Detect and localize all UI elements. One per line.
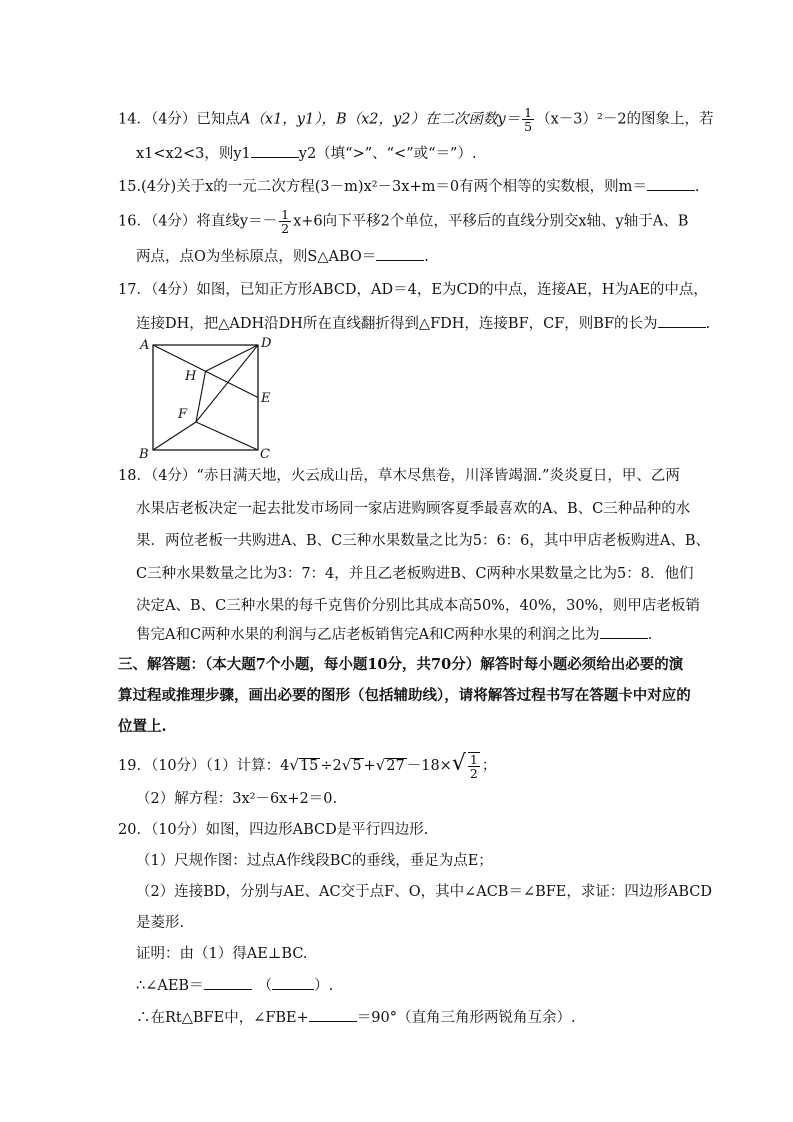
q16-pre: 16．（4分）将直线y＝－	[118, 213, 278, 230]
q20-line6-post: ）.	[314, 978, 334, 994]
q20-line6-mid: （	[257, 978, 273, 994]
q20-line6-pre: ∴∠AEB＝	[136, 978, 204, 994]
segment-dh	[206, 345, 259, 371]
q15-end: .	[694, 179, 700, 195]
q14-suffix: （x－3）²－2的图象上，若	[536, 111, 714, 128]
label-e: E	[261, 391, 271, 406]
q15-text: 15.(4分)关于x的一元二次方程(3－m)x²－3x+m＝0有两个相等的实数根，则m＝	[118, 179, 647, 195]
q20-line2: （1）尺规作图：过点A作线段BC的垂线，垂足为点E；	[136, 853, 493, 869]
label-a: A	[140, 338, 150, 353]
q20-blank-reason[interactable]	[272, 975, 314, 990]
q20-line1: 20．（10分）如图，四边形ABCD是平行四边形.	[118, 822, 429, 838]
section3-heading-line2: 算过程或推理步骤，画出必要的图形（包括辅助线），请将解答过程书写在答题卡中对应的	[118, 687, 691, 704]
q18-line1: 18．（4分）“赤日满天地，火云成山岳，草木尽焦卷，川泽皆竭涸.”炎炎夏日，甲、乙两	[118, 468, 680, 484]
q19-pre: 19．（10分）（1）计算：4	[118, 758, 290, 774]
q15-answer-blank[interactable]	[647, 176, 695, 191]
q20-line4: 是菱形.	[136, 915, 185, 931]
q18-line3: 果．两位老板一共购进A、B、C三种水果数量之比为5：6：6，其中甲店老板购进A、B、	[136, 533, 711, 549]
q14-points: A（x1，y1），B（x2，y2）在二次函数	[239, 111, 498, 128]
q18-line2: 水果店老板决定一起去批发市场同一家店进购顾客夏季最喜欢的A、B、C三种品种的水	[136, 501, 691, 517]
q17-answer-blank[interactable]	[658, 313, 706, 328]
segment-bf	[153, 422, 196, 450]
q18-line5: 决定A、B、C三种水果的每千克售价分别比其成本高50%，40%，30%，则甲店老板销	[136, 598, 700, 614]
label-f: F	[178, 407, 188, 422]
sqrt-sign-icon: √	[451, 751, 466, 776]
q19-radicand-3: 27	[386, 758, 405, 774]
q19-line1	[118, 752, 496, 780]
q16-frac-num: 1	[281, 207, 290, 222]
q20-line7	[136, 1007, 576, 1028]
q16-line2-pre: 两点，点O为坐标原点，则S△ABO＝	[136, 249, 377, 265]
sqrt-sign-icon: √	[341, 756, 352, 774]
q19-frac-den: 2	[469, 766, 478, 781]
q14-line2-post: y2（填“>”、“<”或“＝”）.	[298, 146, 477, 162]
q17-end: .	[705, 316, 711, 332]
q18-line4: C三种水果数量之比为3：7：4，并且乙老板购进B、C两种水果数量之比为5：8．他们	[136, 566, 694, 582]
q19-part2: （2）解方程：3x²－6x+2＝0.	[136, 791, 338, 807]
segment-df	[196, 345, 258, 422]
q14-line2-pre: x1<x2<3，则y1	[136, 146, 251, 162]
q17-line1: 17．（4分）如图，已知正方形ABCD，AD＝4，E为CD的中点，连接AE，H为AE的中点，	[118, 282, 708, 298]
q18-end: .	[647, 627, 653, 643]
q14-answer-blank[interactable]	[251, 143, 299, 158]
sqrt-sign-icon: √	[375, 756, 386, 774]
q14-frac-den: 5	[524, 119, 533, 134]
q14-line2	[136, 143, 477, 164]
q16-answer-blank[interactable]	[376, 246, 424, 261]
label-c: C	[260, 447, 270, 460]
q19-fraction	[468, 752, 480, 780]
q17-line2-pre: 连接DH，把△ADH沿DH所在直线翻折得到△FDH，连接BF，CF，则BF的长为	[136, 316, 658, 332]
q16-frac-den: 2	[281, 221, 290, 236]
section3-heading-line3: 位置上.	[118, 718, 167, 735]
q14-fraction	[522, 106, 534, 133]
q20-blank-angle[interactable]	[204, 975, 252, 990]
q20-blank-complement[interactable]	[309, 1007, 357, 1022]
q19-mid1: ÷2	[320, 758, 342, 774]
label-b: B	[139, 447, 149, 460]
q19-radicand-1: 15	[299, 758, 319, 774]
q14-y: y＝	[497, 111, 521, 128]
q19-post: ；	[481, 758, 497, 774]
q19-mid2: +	[363, 758, 376, 774]
segment-cf	[196, 422, 258, 450]
q20-line5: 证明：由（1）得AE⊥BC.	[136, 946, 308, 962]
q20-line7-post: ＝90°（直角三角形两锐角互余）.	[356, 1010, 576, 1026]
q18-line6-pre: 售完A和C两种水果的利润与乙店老板销售完A和C两种水果的利润之比为	[136, 627, 600, 643]
label-h: H	[185, 369, 197, 384]
q14-line1	[118, 106, 714, 133]
q15-line	[118, 176, 699, 197]
q20-line3: （2）连接BD，分别与AE、AC交于点F、O，其中∠ACB＝∠BFE，求证：四边形ABCD	[136, 884, 713, 900]
q16-line2	[136, 246, 429, 267]
q16-post: x+6向下平移2个单位，平移后的直线分别交x轴、y轴于A、B	[293, 213, 689, 230]
q17-square-figure	[128, 330, 278, 460]
q14-frac-num: 1	[524, 105, 533, 120]
sqrt-sign-icon: √	[289, 756, 299, 774]
q20-line7-pre: ∴在Rt△BFE中，∠FBE+	[136, 1010, 309, 1026]
q18-line6	[136, 624, 652, 645]
q19-frac-num: 1	[469, 752, 478, 767]
q18-answer-blank[interactable]	[600, 624, 648, 639]
q16-end: .	[424, 249, 429, 265]
section3-heading-line1: 三、解答题：（本大题7个小题，每小题10分，共70分）解答时每小题必须给出必要的演	[118, 656, 684, 673]
q20-line6	[136, 975, 333, 996]
label-d: D	[261, 336, 272, 351]
q16-line1	[118, 208, 688, 235]
q19-radicand-2: 5	[352, 758, 362, 774]
segment-hf	[196, 371, 206, 422]
q19-mid3: －18×	[406, 758, 452, 774]
square-abcd	[153, 345, 258, 450]
q16-fraction	[279, 208, 291, 235]
q14-prefix: 14．（4分）已知点	[118, 111, 240, 128]
